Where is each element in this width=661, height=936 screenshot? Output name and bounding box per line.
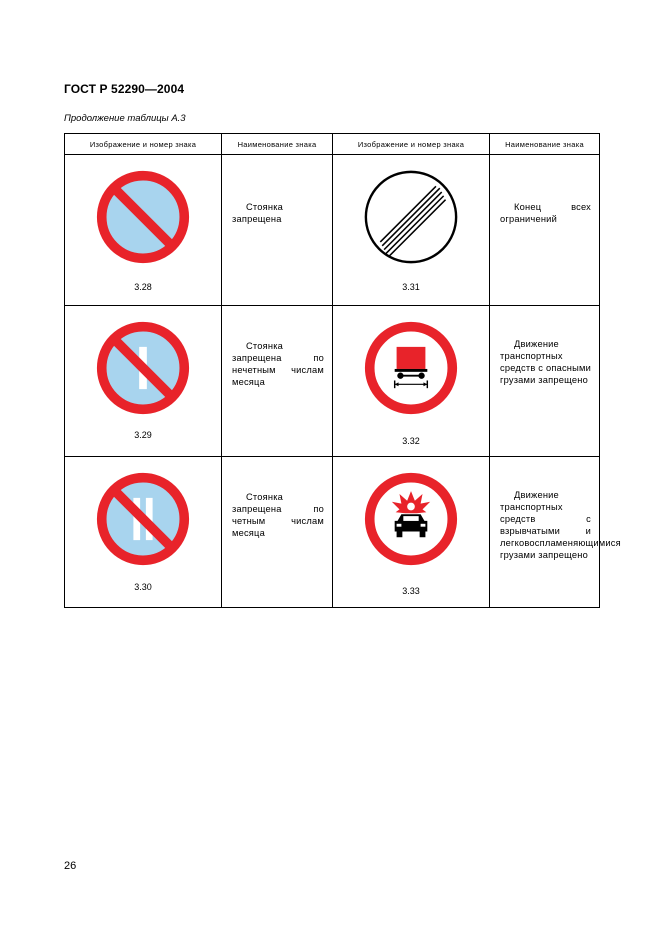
sign-number: 3.32 bbox=[402, 436, 420, 446]
table-row bbox=[65, 457, 600, 608]
document-code: ГОСТ Р 52290—2004 bbox=[64, 82, 185, 96]
sign-number: 3.30 bbox=[134, 582, 152, 592]
no-parking-odd-days-sign-icon bbox=[95, 320, 191, 416]
column-header-name: Наименование знака bbox=[222, 134, 333, 155]
no-parking-sign-icon bbox=[95, 169, 191, 265]
no-explosives-sign-icon bbox=[363, 471, 459, 567]
column-header-image: Изображение и номер знака bbox=[65, 134, 222, 155]
sign-name: Стоянка запрещена по четным числам месяца bbox=[232, 492, 324, 538]
sign-number: 3.31 bbox=[402, 282, 420, 292]
table-header-row bbox=[65, 134, 600, 155]
sign-number: 3.29 bbox=[134, 430, 152, 440]
sign-name: Движение транспортных средств с взрывчатыми и легковоспламеняющимися грузами запрещено bbox=[500, 490, 621, 560]
sign-name-cell bbox=[490, 457, 621, 608]
signs-table bbox=[64, 133, 621, 608]
column-header-image: Изображение и номер знака bbox=[333, 134, 490, 155]
table-row bbox=[65, 306, 600, 457]
sign-name: Стоянка запрещена bbox=[232, 202, 284, 224]
sign-image-cell bbox=[65, 306, 222, 457]
sign-name-cell bbox=[490, 155, 600, 306]
end-of-all-restrictions-sign-icon bbox=[363, 169, 459, 265]
no-dangerous-goods-sign-icon bbox=[363, 320, 459, 416]
sign-name-cell bbox=[222, 155, 333, 306]
sign-image-cell bbox=[333, 155, 490, 306]
table-caption: Продолжение таблицы А.3 bbox=[64, 113, 186, 124]
sign-name-cell bbox=[222, 457, 333, 608]
sign-image-cell bbox=[333, 306, 490, 457]
sign-image-cell bbox=[333, 457, 490, 608]
sign-name: Движение транспортных средств с опасными грузами запрещено bbox=[500, 339, 591, 385]
sign-image-cell bbox=[65, 155, 222, 306]
no-parking-even-days-sign-icon bbox=[95, 471, 191, 567]
sign-name-cell bbox=[222, 306, 333, 457]
sign-number: 3.33 bbox=[402, 586, 420, 596]
sign-image-cell bbox=[65, 457, 222, 608]
sign-name: Конец всех ограничений bbox=[500, 202, 591, 224]
column-header-name: Наименование знака bbox=[490, 134, 600, 155]
sign-number: 3.28 bbox=[134, 282, 152, 292]
table-row bbox=[65, 155, 600, 306]
sign-name-cell bbox=[490, 306, 600, 457]
page-number: 26 bbox=[64, 860, 77, 872]
sign-name: Стоянка запрещена по нечетным числам месяца bbox=[232, 341, 324, 387]
